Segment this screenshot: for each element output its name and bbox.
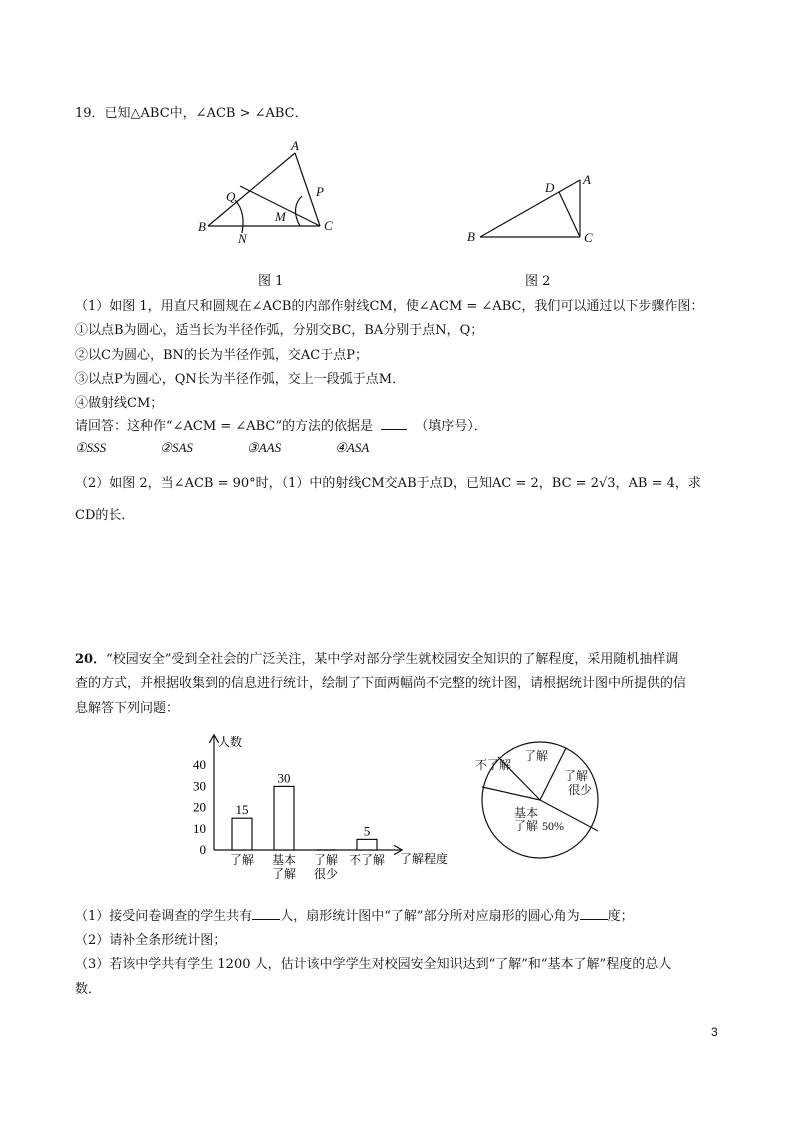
q19-figure-1 (190, 138, 350, 248)
bar-chart-ytick-label: 40 (193, 757, 206, 773)
q19-option-1: ①SSS (75, 440, 107, 455)
fig2-label-c: C (584, 230, 593, 245)
q19-part1-intro: （1）如图 1，用直尺和圆规在∠ACB的内部作射线CM，使∠ACM = ∠ABC，我们可以通过以下步骤作图： (75, 299, 704, 314)
q20-sub3-line2: 数． (75, 982, 102, 997)
q20-stem-line1 (75, 648, 678, 667)
fig2-label-d: D (545, 180, 555, 195)
q19-part2-line1: （2）如图 2，当∠ACB = 90°时，（1）中的射线CM交AB于点D，已知AC = 2，BC = 2√3，AB = 4，求 (75, 476, 701, 491)
q19-question-after: （填序号）． (415, 419, 487, 434)
q20-sub1-b: 人，扇形统计图中“了解”部分所对应扇形的圆心角为 (280, 909, 580, 924)
bar-category-label-1: 了解 (229, 853, 255, 867)
bar-chart (188, 730, 478, 880)
q20-number: 20． (75, 652, 107, 667)
bar-category-label-4: 不了解 (348, 853, 386, 867)
q20-line1: “校园安全”受到全社会的广泛关注，某中学对部分学生就校园安全知识的了解程度，采用随机抽样调 (106, 652, 679, 667)
bar-category-label-2: 了解 (271, 867, 297, 880)
q20-sub1 (75, 905, 634, 924)
fig1-label-c: C (324, 218, 333, 233)
bar-chart-ytick-label: 0 (199, 842, 206, 857)
q19-option-3: ③AAS (247, 440, 282, 455)
bar-value-label-4: 5 (363, 823, 371, 839)
fig2-side-ba (480, 180, 580, 237)
bar-4 (357, 839, 377, 850)
bar-chart-xlabel: 了解程度 (400, 852, 449, 866)
bar-category-label-3: 很少 (313, 867, 339, 880)
fig1-label-a: A (291, 138, 299, 153)
page-number: 3 (711, 1025, 718, 1039)
fig1-label-n: N (238, 231, 247, 246)
pie-label-little-2: 很少 (568, 783, 593, 797)
q19-answer-blank[interactable] (381, 417, 407, 430)
q19-step-3: ③以点P为圆心，QN长为半径作弧，交上一段弧于点M． (75, 372, 406, 387)
fig1-label-m: M (275, 209, 286, 224)
fig1-label-p: P (316, 184, 324, 199)
q19-figure-2 (460, 165, 610, 250)
bar-chart-ytick-label: 30 (193, 778, 206, 794)
fig2-label-b: B (467, 229, 475, 244)
q19-step-4: ④做射线CM； (75, 396, 164, 411)
pie-chart (470, 730, 615, 865)
q19-question (75, 415, 487, 434)
q20-stem-line3: 息解答下列问题： (75, 701, 180, 716)
bar-chart-ylabel: 人数 (218, 735, 243, 749)
q19-question-before: 请回答：这种作“∠ACM = ∠ABC”的方法的依据是 (75, 419, 374, 434)
fig1-label-b: B (198, 219, 206, 234)
bar-category-label-2: 基本 (271, 853, 297, 867)
bar-value-label-2: 30 (277, 770, 291, 786)
fig2-caption: 图 2 (525, 274, 551, 289)
pie-label-know: 了解 (524, 749, 549, 763)
fig1-caption: 图 1 (258, 274, 284, 289)
q20-sub1-a: （1）接受问卷调查的学生共有 (75, 909, 253, 924)
pie-label-basic-1: 基本 (514, 806, 539, 820)
pie-label-notknow: 不了解 (475, 758, 512, 772)
q20-stem-line2: 查的方式，并根据收集到的信息进行统计，绘制了下面两幅尚不完整的统计图，请根据统计图中所提供的信 (75, 676, 687, 691)
bar-1 (232, 818, 252, 850)
q19-option-4: ④ASA (335, 440, 370, 455)
q19-options (75, 440, 409, 456)
pie-label-basic-value: 50% (542, 819, 564, 833)
bar-value-label-1: 15 (235, 802, 249, 818)
fig2-label-a: A (583, 172, 591, 187)
q20-sub2: （2）请补全条形统计图； (75, 933, 227, 948)
q20-sub3-line1: （3）若该中学共有学生 1200 人，估计该中学学生对校园安全知识达到“了解”和“基本了解”程度的总人 (75, 957, 672, 972)
q19-step-2: ②以C为圆心，BN的长为半径作弧，交AC于点P； (75, 348, 368, 363)
q20-blank-total[interactable] (252, 907, 280, 920)
bar-2 (274, 786, 294, 850)
bar-chart-ytick-label: 20 (193, 799, 206, 815)
q19-stem-text: 已知△ABC中，∠ACB > ∠ABC． (104, 106, 308, 121)
pie-label-basic-2: 了解 (514, 819, 539, 833)
q19-option-2: ②SAS (160, 440, 193, 455)
q19-step-1: ①以点B为圆心，适当长为半径作弧，分别交BC，BA分别于点N，Q； (75, 323, 484, 338)
q19-number: 19． (75, 106, 105, 121)
q19-stem (75, 102, 308, 121)
bar-category-label-3: 了解 (313, 853, 339, 867)
fig1-arc-b (235, 200, 243, 233)
fig1-arc-c (295, 196, 302, 226)
fig1-label-q: Q (226, 189, 236, 204)
q19-part2-line2: CD的长． (75, 508, 135, 523)
q20-blank-angle[interactable] (580, 907, 608, 920)
q20-sub1-c: 度； (607, 909, 634, 924)
pie-divider-4 (482, 787, 540, 800)
pie-label-little-1: 了解 (564, 769, 589, 783)
fig2-segment-cd (559, 192, 580, 237)
bar-chart-ytick-label: 10 (193, 820, 206, 836)
